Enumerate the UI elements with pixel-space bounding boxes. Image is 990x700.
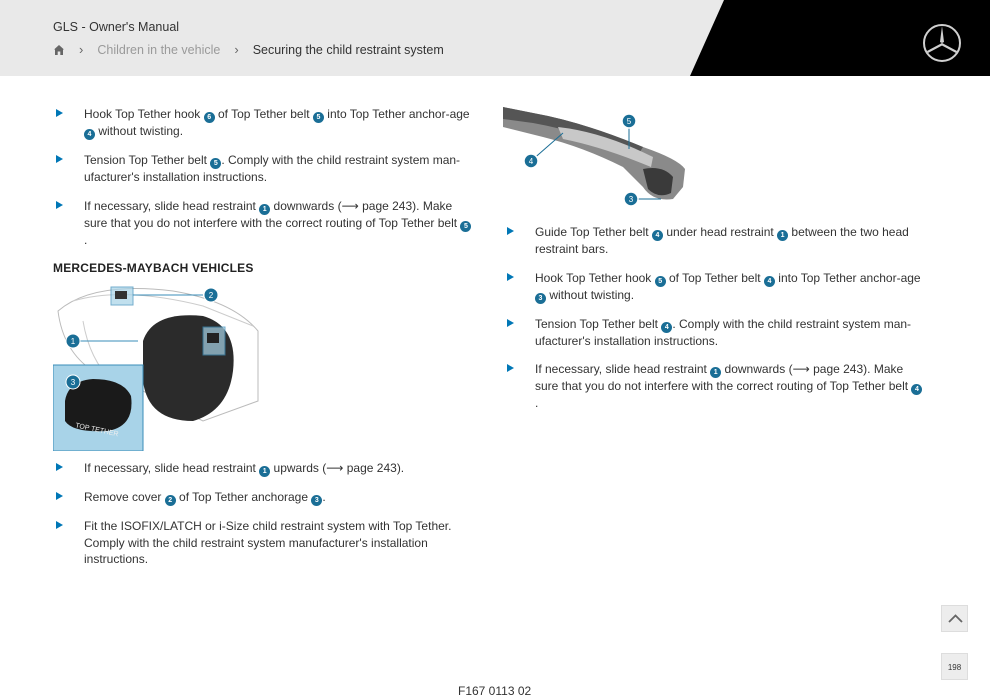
list-item: Hook Top Tether hook 5 of Top Tether belt 4 into Top Tether anchor-age 3 without twisting. <box>504 270 924 304</box>
marker-number: 1 <box>710 367 721 378</box>
breadcrumb-parent-link[interactable]: Children in the vehicle <box>97 42 221 57</box>
marker-number: 4 <box>661 322 672 333</box>
list-item: Tension Top Tether belt 4 . Comply with the child restraint system man-ufacturer's installation instructions. <box>504 316 924 350</box>
marker-number: 3 <box>535 293 546 304</box>
step-arrow-icon <box>56 155 63 163</box>
figure-marker-2 <box>204 288 218 302</box>
marker-number: 5 <box>655 276 666 287</box>
svg-text:2: 2 <box>208 291 214 300</box>
marker-number: 4 <box>84 129 95 140</box>
chevron-up-icon <box>942 606 969 633</box>
step-arrow-icon <box>56 492 63 500</box>
home-icon[interactable] <box>53 44 65 56</box>
step-arrow-icon <box>507 273 514 281</box>
marker-number: 4 <box>764 276 775 287</box>
list-item: Fit the ISOFIX/LATCH or i-Size child restraint system with Top Tether. Comply with the child restraint system manufacturer's installation instructions. <box>53 518 473 568</box>
step-arrow-icon <box>56 463 63 471</box>
step-arrow-icon <box>507 364 514 372</box>
marker-number: 1 <box>777 230 788 241</box>
list-item: If necessary, slide head restraint 1 downwards (⟶ page 243). Make sure that you do not interfere with the correct routing of Top Tether belt 4. <box>504 361 924 412</box>
maybach-headrest-figure <box>53 281 261 451</box>
top-tether-hook-figure <box>503 107 693 213</box>
step-arrow-icon <box>56 521 63 529</box>
list-item: Hook Top Tether hook 6 of Top Tether belt 5 into Top Tether anchor-age 4 without twisting. <box>53 106 473 140</box>
marker-number: 6 <box>204 112 215 123</box>
figure-code: F167 0113 02 <box>458 684 532 698</box>
marker-number: 1 <box>259 466 270 477</box>
chevron-right-icon: › <box>234 42 239 57</box>
figure-marker-3 <box>66 375 80 389</box>
svg-text:5: 5 <box>626 117 632 126</box>
scroll-to-top-button[interactable] <box>941 605 968 632</box>
right-column <box>504 224 924 424</box>
list-item: Tension Top Tether belt 5 . Comply with the child restraint system man-ufacturer's installation instructions. <box>53 152 473 186</box>
left-column-bottom <box>53 460 473 580</box>
breadcrumb-current: Securing the child restraint system <box>252 42 444 57</box>
list-item: Guide Top Tether belt 4 under head restraint 1 between the two head restraint bars. <box>504 224 924 258</box>
marker-number: 5 <box>313 112 324 123</box>
figure-marker-5 <box>622 114 636 128</box>
figure-top-tether-text: TOP TETHER <box>74 422 120 439</box>
svg-text:4: 4 <box>528 157 534 166</box>
marker-number: 3 <box>311 495 322 506</box>
step-arrow-icon <box>507 227 514 235</box>
manual-title: GLS - Owner's Manual <box>53 20 180 34</box>
step-arrow-icon <box>507 319 514 327</box>
figure-marker-4 <box>524 154 538 168</box>
chevron-right-icon: › <box>79 42 84 57</box>
mercedes-star-logo[interactable] <box>922 23 962 63</box>
figure-marker-3 <box>624 192 638 206</box>
step-arrow-icon <box>56 201 63 209</box>
marker-number: 1 <box>259 204 270 215</box>
page-number-badge[interactable]: 198 <box>941 653 968 680</box>
list-item: Remove cover 2 of Top Tether anchorage 3 . <box>53 489 473 506</box>
list-item: If necessary, slide head restraint 1 upwards (⟶ page 243). <box>53 460 473 477</box>
left-column-top <box>53 106 473 287</box>
svg-text:3: 3 <box>70 378 76 387</box>
svg-text:3: 3 <box>628 195 634 204</box>
marker-number: 5 <box>210 158 221 169</box>
list-item: If necessary, slide head restraint 1 downwards (⟶ page 243). Make sure that you do not interfere with the correct routing of Top Tether belt 5. <box>53 198 473 249</box>
step-arrow-icon <box>56 109 63 117</box>
figure-marker-1 <box>66 334 80 348</box>
marker-number: 4 <box>652 230 663 241</box>
breadcrumb <box>53 42 444 57</box>
marker-number: 4 <box>911 384 922 395</box>
marker-number: 2 <box>165 495 176 506</box>
marker-number: 5 <box>460 221 471 232</box>
section-heading: MERCEDES-MAYBACH VEHICLES <box>53 261 254 275</box>
svg-text:1: 1 <box>70 337 76 346</box>
